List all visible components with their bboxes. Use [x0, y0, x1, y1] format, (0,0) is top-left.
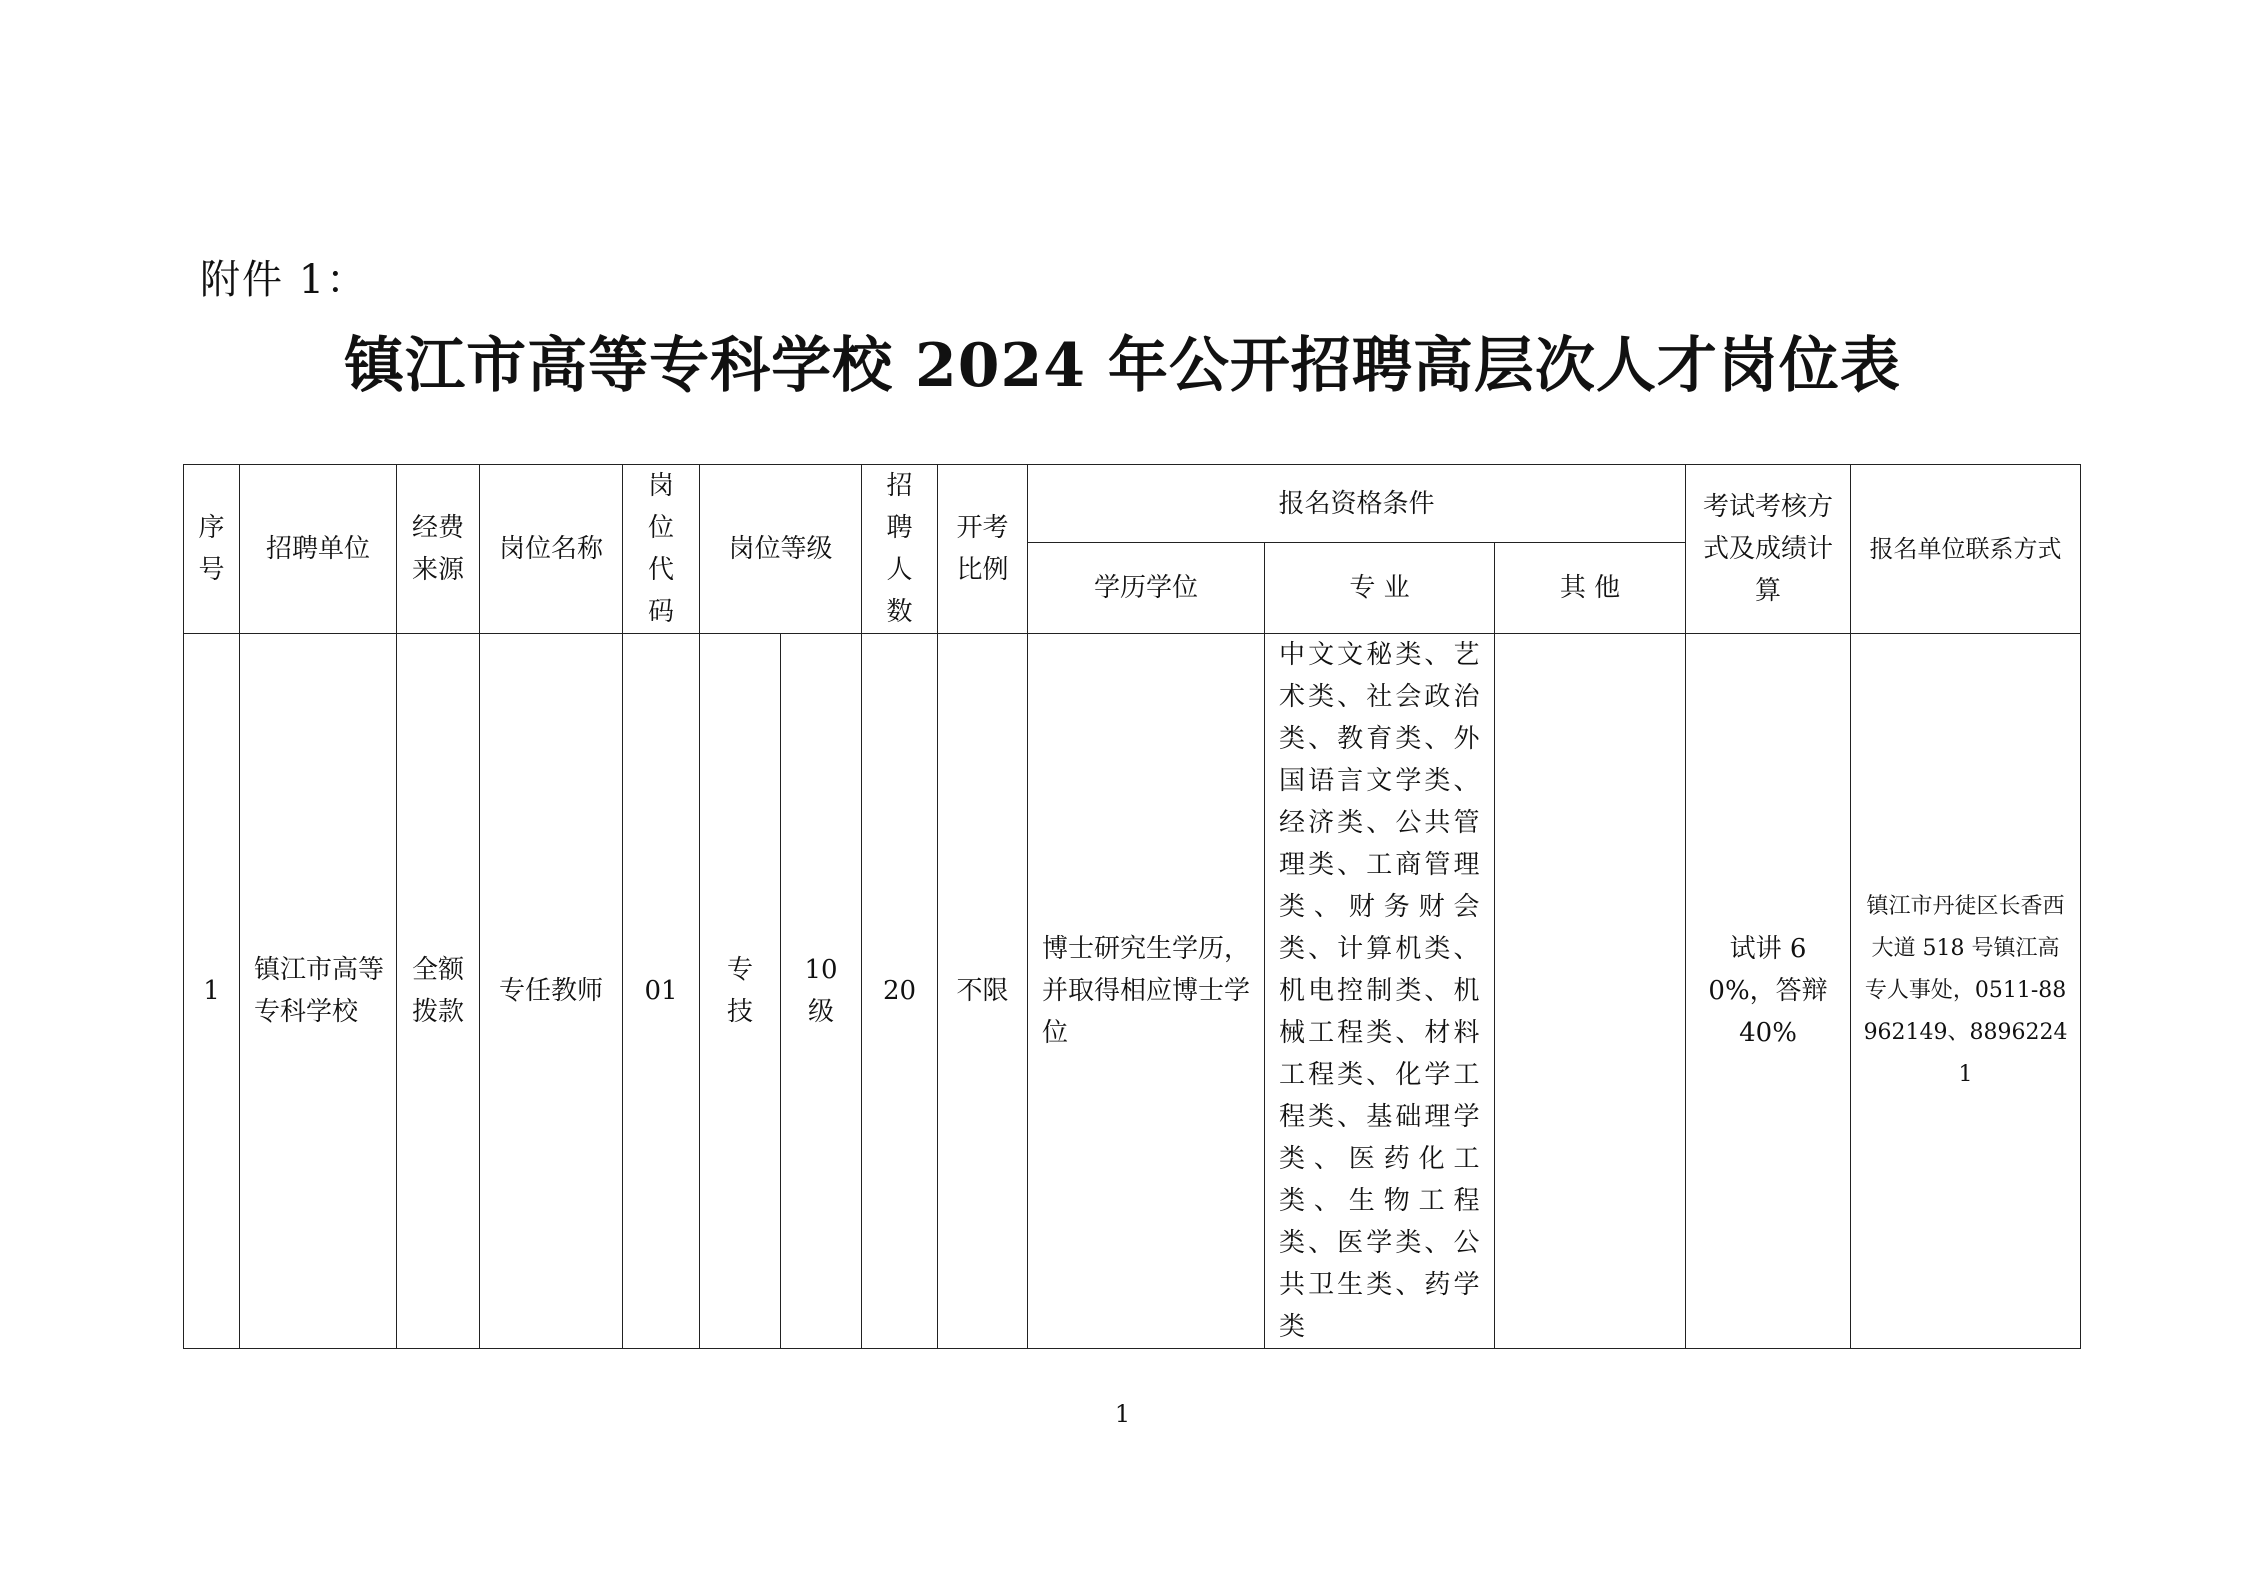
- header-ratio: 开考比例: [938, 465, 1028, 634]
- header-position-code: 岗位代码: [623, 465, 700, 634]
- cell-education: 博士研究生学历，并取得相应博士学位: [1028, 634, 1265, 1349]
- header-position-name: 岗位名称: [480, 465, 623, 634]
- page-number: 1: [1114, 1400, 1131, 1428]
- header-exam-method: 考试考核方式及成绩计算: [1686, 465, 1851, 634]
- cell-major: 中文文秘类、艺术类、社会政治类、教育类、外国语言文学类、经济类、公共管理类、工商管理类、财务财会类、计算机类、机电控制类、机械工程类、材料工程类、化学工程类、基础理学类、医药化工类、生物工程类、医学类、公共卫生类、药学类: [1265, 634, 1495, 1349]
- cell-count: 20: [862, 634, 938, 1349]
- header-education: 学历学位: [1028, 543, 1265, 634]
- job-positions-table: [183, 464, 2081, 1349]
- header-funding: 经费来源: [397, 465, 480, 634]
- header-seq: 序号: [184, 465, 240, 634]
- cell-other: [1495, 634, 1686, 1349]
- attachment-label: 附件 1：: [200, 257, 369, 303]
- header-qualifications: 报名资格条件: [1028, 465, 1686, 543]
- cell-level-grade: 10级: [781, 634, 862, 1349]
- cell-ratio: 不限: [938, 634, 1028, 1349]
- document-title: 镇江市高等专科学校 2024 年公开招聘高层次人才岗位表: [344, 331, 1901, 401]
- header-position-level: 岗位等级: [700, 465, 862, 634]
- cell-exam-method: 试讲 60%，答辩 40%: [1686, 634, 1851, 1349]
- cell-level-type: 专技: [700, 634, 781, 1349]
- cell-position-code: 01: [623, 634, 700, 1349]
- header-major: 专 业: [1265, 543, 1495, 634]
- cell-seq: 1: [184, 634, 240, 1349]
- header-contact: 报名单位联系方式: [1851, 465, 2081, 634]
- header-count: 招聘人数: [862, 465, 938, 634]
- cell-contact: 镇江市丹徒区长香西大道 518 号镇江高专人事处，0511-88962149、88962241: [1851, 634, 2081, 1349]
- header-row-1: [184, 465, 2081, 543]
- table-row: [184, 634, 2081, 1349]
- header-other: 其 他: [1495, 543, 1686, 634]
- header-unit: 招聘单位: [240, 465, 397, 634]
- cell-position-name: 专任教师: [480, 634, 623, 1349]
- cell-unit: 镇江市高等专科学校: [240, 634, 397, 1349]
- cell-funding: 全额拨款: [397, 634, 480, 1349]
